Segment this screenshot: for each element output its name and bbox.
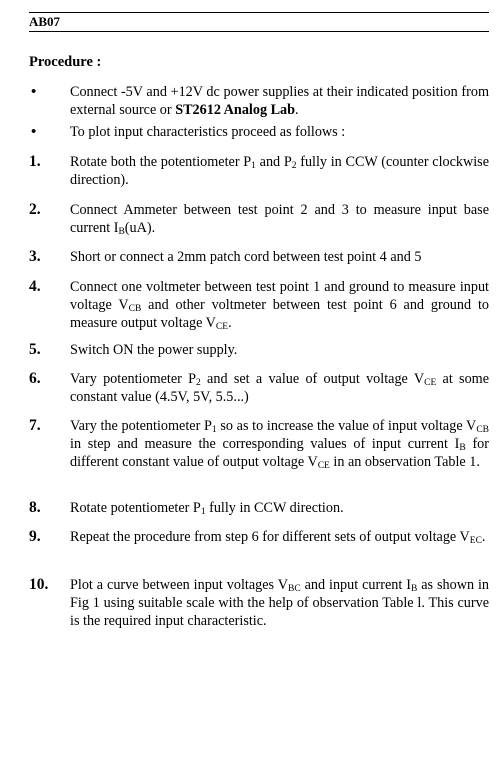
list-item-step-8: [29, 499, 489, 517]
step-number: 4.: [29, 278, 41, 295]
top-rule: [29, 12, 489, 13]
list-item-text: Switch ON the power supply.: [70, 342, 238, 358]
list-item-step-5: [29, 341, 489, 359]
list-item-bullet-1: [29, 83, 489, 119]
bullet-marker: •: [31, 84, 37, 100]
bullet-marker: •: [31, 124, 37, 140]
list-item-text: Vary potentiometer $P_2$ and set a value of output voltage $V_{CE}$ at some constant value (4.5V, 5V, 5.5...): [70, 371, 489, 406]
list-item-text: Connect one voltmeter between test point 1 and ground to measure input voltage $V_{CB}$ and other voltmeter between test point 6 and ground to measure output voltage $V_{CE}$.: [70, 279, 489, 333]
step-number: 10.: [29, 576, 49, 593]
list-item-text: Rotate potentiometer $P_1$ fully in CCW direction.: [70, 500, 344, 517]
list-item-text: Vary the potentiometer $P_1$ so as to increase the value of input voltage $V_{CB}$ in step and measure the corresponding values of input current $I_B$ for different constant value of output voltage $V_{CE}$ in an observation Table 1.: [70, 418, 489, 472]
step-number: 1.: [29, 153, 41, 170]
list-item-bullet-2: [29, 123, 489, 141]
step-number: 9.: [29, 528, 41, 545]
list-item-step-2: [29, 201, 489, 237]
list-item-step-10: [29, 576, 489, 631]
list-item-step-1: [29, 153, 489, 189]
doc-code: AB07: [29, 14, 61, 29]
step-number: 5.: [29, 341, 41, 358]
list-item-text: Rotate both the potentiometer $P_1$ and $P_2$ fully in CCW (counter clockwise direction).: [70, 154, 490, 189]
section-title: Procedure :: [29, 54, 102, 70]
list-item-step-3: [29, 248, 489, 266]
list-item-text: Plot a curve between input voltages $V_{BC}$ and input current $I_B$ as shown in Fig 1 using suitable scale with the help of observation Table l. This curve is the required input characteristic.: [70, 577, 490, 630]
header-rule: [29, 31, 489, 32]
list-item-step-6: [29, 370, 489, 406]
step-number: 3.: [29, 248, 41, 265]
step-number: 6.: [29, 370, 41, 387]
step-number: 2.: [29, 201, 41, 218]
step-number: 8.: [29, 499, 41, 516]
list-item-text: Connect Ammeter between test point 2 and 3 to measure input base current $I_B(uA)$.: [70, 202, 489, 238]
step-number: 7.: [29, 417, 41, 434]
list-item-step-7: [29, 417, 489, 472]
list-item-text: Connect -5V and +12V dc power supplies at their indicated position from external source or ST2612 Analog Lab.: [70, 84, 489, 119]
list-item-text: To plot input characteristics proceed as follows :: [70, 124, 346, 140]
list-item-text: Repeat the procedure from step 6 for different sets of output voltage $V_{EC}$.: [70, 529, 486, 546]
list-item-text: Short or connect a 2mm patch cord between test point 4 and 5: [70, 249, 422, 265]
list-item-step-9: [29, 528, 489, 546]
list-item-step-4: [29, 278, 489, 333]
